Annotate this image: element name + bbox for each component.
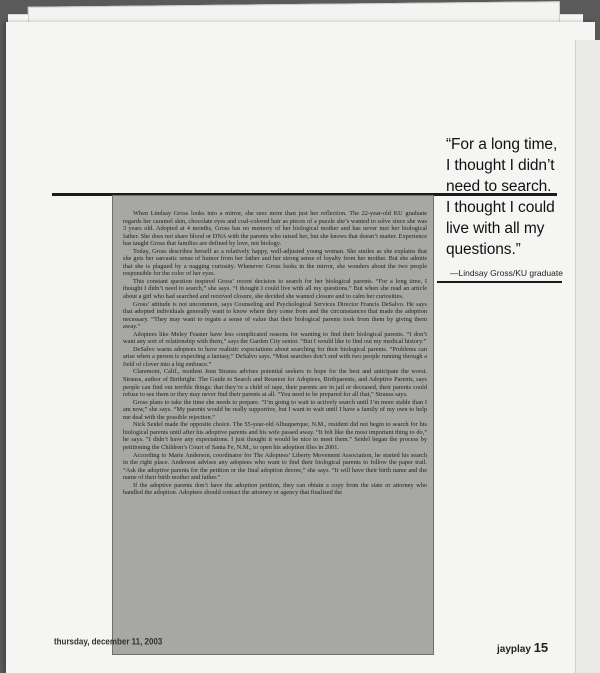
article-paragraph: Gross’ attitude is not uncommon, says Counseling and Psychological Services Director Francis DeSalvo. He says that adopted individuals generally want to know where they come from and the circumstances that made the adoption necessary. “They may want to regain a sense of value that their biological parents took from them by giving them away.” (123, 300, 427, 331)
article-paragraph: According to Marie Anderson, coordinator for The Adoptees’ Liberty Movement Association, he started his search in the right place. Anderson advises any adoptees who want to find their biological parents to follow the paper trail. “Ask the adoptive parents for the petition or the final adoption decree,” she says. “It will have their birth name and the name of their birth mother and father.” (123, 451, 427, 482)
attribution-rule (437, 281, 562, 283)
article-paragraph: When Lindsay Gross looks into a mirror, she sees more than just her reflection. The 22-year-old KU graduate regards her caramel skin, chocolate eyes and coal-colored hair as pieces of a puzzle she’s wanted to solve since she was 3 years old. Adopted at 4 months, Gross has no memory of her biological mother and has never met her biological father. She does not share blood or DNA with the parents who raised her, but she knows that doesn’t matter. Experience has taught Gross that families are defined by love, not biology. (123, 210, 427, 248)
article-paragraph: Today, Gross describes herself as a relatively happy, well-adjusted young woman. She smiles as she explains that she gets her sarcastic sense of humor from her father and her strong sense of loyalty from her mother. But she admits that she is plagued by a nagging curiosity. Whenever Gross looks in the mirror, she wonders about the two people responsible for the color of her eyes. (123, 247, 427, 278)
pull-quote (446, 134, 581, 260)
issue-date: thursday, december 11, 2003 (54, 636, 163, 647)
folio (497, 640, 548, 655)
pull-quote-line: live with all my (446, 220, 545, 237)
pull-quote-line: I thought I could (446, 199, 555, 216)
pull-quote-attribution: —Lindsay Gross/KU graduate (450, 268, 563, 278)
pull-quote-line: questions.” (446, 241, 521, 258)
article-body (112, 195, 434, 655)
article-paragraph: Nick Seidel made the opposite choice. The 55-year-old Albuquerque, N.M., resident did not begin to search for his biological parents until after his adoptive parents and his wife passed away. “It felt like the most important thing to do,” he says. “I didn’t have any expectations. I just thought it would be nice to meet them.” Seidel began the process by petitioning the Children’s Court of Santa Fe, N.M., to open his adoption files in 2001. (123, 421, 427, 451)
publication-name: jayplay (497, 644, 531, 655)
article-paragraph: This constant question inspired Gross’ recent decision to search for her biological parents. “For a long time, I thought I didn’t need to search,” she says. “I thought I could live with all my questions.” But when she read an article about a girl who had searched and received closure, she decided she wanted closure and to calm her curiosities. (123, 277, 427, 301)
pull-quote-line: I thought I didn’t (446, 157, 555, 174)
article-paragraph: If the adoptive parents don’t have the adoption petition, they can obtain a copy from the state or attorney who handled the adoption. Adoptees should contact the attorney or agency that finalized the (123, 481, 427, 497)
article-paragraph: DeSalvo warns adoptees to have realistic expectations about searching for their biological parents. “Problems can arise when a person is expecting a fantasy,” DeSalvo says. “Most searches don’t end with two people running through a field of clover into a big embrace.” (123, 345, 427, 368)
page-number: 15 (533, 640, 549, 655)
article-paragraph: Claremont, Calif., resident Jean Strauss advises potential seekers to hope for the best and anticipate the worst. Strauss, author of Birthright: The Guide to Search and Reunion for Adoptees, Birthparents, and Adoptive Parents, says people can find out terrible things: that they’re a child of rape, their parents are in jail or deceased, their parents could refuse to see them or they may never find their parents at all. “You need to be prepared for all that,” Strauss says. (123, 368, 427, 399)
article-paragraph: Adoptees like Meley Feaster have less complicated reasons for wanting to find their biological parents. “I don’t want any sort of relationship with them,” says the Garden City senior. “But I would like to find out my medical history.” (123, 330, 427, 346)
pull-quote-line: “For a long time, (446, 136, 558, 153)
article-paragraph: Gross plans to take the time she needs to prepare. “I’m going to wait to actively search until I’m more stable than I am now,” she says. “My parents would be really supportive, but I want to wait until I have a family of my own to help me deal with the possible rejection.” (123, 398, 427, 421)
pull-quote-line: need to search. (446, 178, 552, 195)
